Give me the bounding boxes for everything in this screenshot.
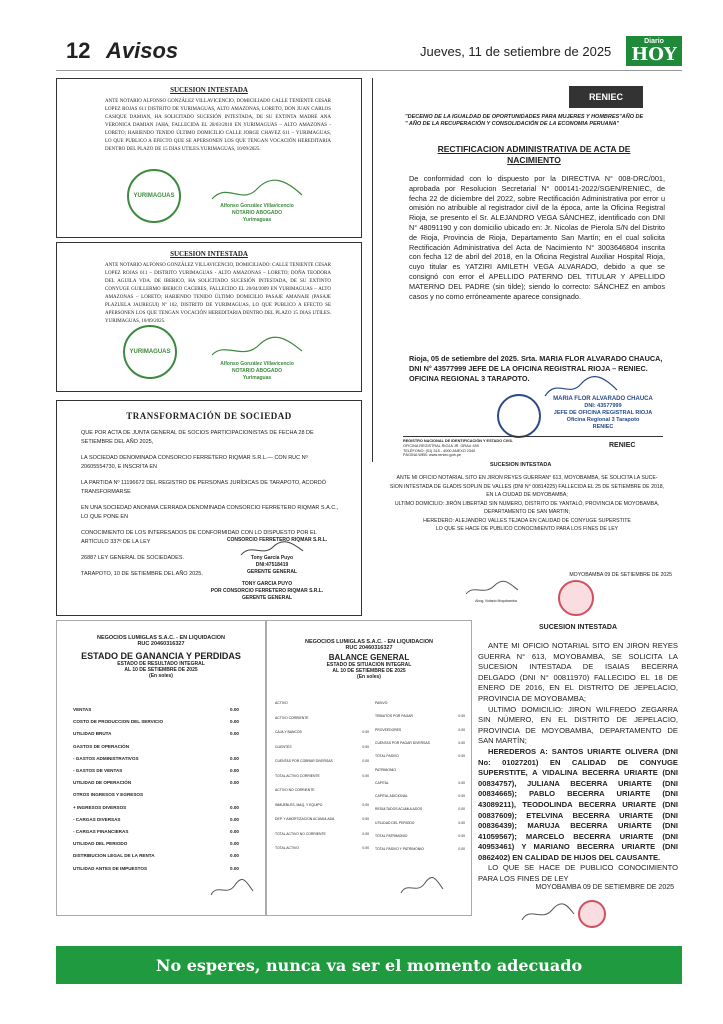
notice-title: TRANSFORMACIÓN DE SOCIEDAD	[126, 411, 292, 421]
row-value: 0.00	[362, 744, 369, 749]
notary-stamp	[127, 169, 181, 223]
notice-reniec	[372, 78, 682, 462]
row-value: 0.00	[230, 719, 239, 725]
statement-row	[275, 701, 369, 705]
row-label: PASIVO	[375, 701, 388, 705]
footer-line: GERENTE GENERAL	[241, 595, 292, 601]
reniec-logo: RENIEC	[569, 86, 643, 108]
row-value: 0.00	[458, 820, 465, 825]
statement-row	[73, 707, 239, 712]
statement-row	[73, 805, 239, 810]
row-label: CAPITAL ADICIONAL	[375, 794, 408, 799]
statement-row	[73, 719, 239, 724]
statement-row	[73, 756, 239, 761]
reniec-footer-brand: RENIEC	[609, 442, 636, 449]
notice-body	[372, 474, 682, 534]
notice-estado-ganancias	[56, 620, 266, 916]
footer-banner	[56, 946, 682, 984]
row-label: RESULTADOS ACUMULADOS	[375, 807, 423, 812]
notice-body: ANTE NOTARIO ALFONSO GONZÁLEZ VILLAVICENCIO, DOMICILIADO: CALLE TENIENTE CESAR LOPEZ ROJAS 611 – DISTRITO YURIMAGUAS - ALTO AMAZONAS – LORETO; DOÑA TEODORA DEL AGUILA VDA. DE IBERICO, HA SOLICITADO SUCESIÓN INTESTADA, DE SU EXTINTO CONYUGE GUILLERMO IBERICO CACERES, FALLECIDO EL 20/04/2009 EN YURIMAGUAS – ALTO AMAZONAS – LORETO; HABIENDO TENIDO ÚLTIMO DOMICILIO PASAJE AMANAJE (PASAJE PLAZUELA JAUREGUI) Nº 102, DISTRITO DE YURIMAGUAS, LO QUE PUBLICO A EFECTO SE APERSONEN LOS QUE TENGAN VOCACIÓN HEREDITARIA DENTRO DEL PLAZO 15 DIAS UTILES. YURIMAGUAS, 10/09/2025.	[105, 263, 331, 324]
row-label: - GASTOS DE VENTAS	[73, 768, 123, 773]
signature-footer	[177, 581, 357, 602]
notice-sucesion-casique	[56, 78, 362, 238]
row-value: 0.00	[458, 847, 465, 852]
newspaper-logo	[626, 36, 682, 66]
signer-dni: DNI: 43577999	[584, 403, 622, 409]
row-label: VENTAS	[73, 707, 92, 712]
row-label: CAPITAL	[375, 780, 389, 785]
statement-row	[73, 866, 239, 871]
signer-place: Yurimaguas	[242, 375, 272, 381]
statement-row	[275, 803, 369, 807]
banner-text: No esperes, nunca va ser el momento adecuado	[155, 955, 583, 975]
row-value: 0.00	[458, 780, 465, 785]
row-label: GASTOS DE OPERACIÓN	[73, 743, 130, 749]
signer-office: Oficina Regional 3 Tarapoto	[566, 417, 640, 423]
row-label: - CARGAS DIVERSAS	[73, 816, 121, 822]
notary-red-seal	[578, 900, 606, 928]
row-value: 0.00	[458, 834, 465, 838]
notice-date: MOYOBAMBA 09 DE SETIEMBRE DE 2025	[535, 884, 674, 891]
statement-row	[375, 768, 465, 772]
body-line: CONOCIMIENTO DE LOS INTERESADOS DE CONFORMIDAD CON LO DISPUESTO POR EL ARTÍCULO 337º DE LA LEY	[81, 530, 317, 545]
reniec-seal	[497, 394, 541, 438]
row-value: 0.00	[458, 754, 465, 759]
statement-row	[73, 829, 239, 834]
notice-sucesion-soplin	[372, 462, 682, 614]
body-line: LA SOCIEDAD DENOMINADA CONSORCIO FERRETERO RIQMAR S.R.L.— CON RUC Nº 20605554730, E INSCRITA EN	[81, 455, 308, 470]
body-paragraph: ULTIMO DOMICILIO: JIRON WILFREDO ZEGARRA SIN NÚMERO, EN EL DISTRITO DE JEPELACIO, PROVINCIA DE MOYOBAMBA, DEPARTAMENTO DE SAN MARTÍN;	[478, 704, 678, 746]
signature-block	[207, 361, 307, 382]
decenio-line: "DECENIO DE LA IGUALDAD DE OPORTUNIDADES PARA MUJERES Y HOMBRES"AÑO DE	[405, 114, 644, 120]
ruc: RUC 20460316327	[345, 645, 393, 651]
company-name: NEGOCIOS LUMIGLAS S.A.C. - EN LIQUIDACION	[304, 639, 434, 645]
notice-body	[474, 641, 682, 885]
signer-name: Tony García Puyo	[250, 555, 294, 561]
statement-subtitle: ESTADO DE SITUACION INTEGRAL	[326, 662, 412, 668]
row-value: 0.00	[362, 773, 369, 778]
notice-title	[409, 144, 659, 166]
notice-sucesion-becerra	[474, 620, 682, 938]
body-line: 26887 LEY GENERAL DE SOCIEDADES.	[81, 555, 185, 561]
row-label: INMUEBLES, MAQ. Y EQUIPO	[275, 802, 323, 807]
row-label: TOTAL ACTIVO	[275, 846, 299, 850]
signature-text: Abog. Notario Moyobamba	[475, 599, 517, 603]
row-value: 0.00	[458, 714, 465, 719]
footer-line: TELÉFONO: (01) 315 - 4000 ANEXO 2340	[403, 448, 476, 453]
row-label: TOTAL PASIVO	[375, 754, 399, 759]
stamp-text: YURIMAGUAS	[129, 349, 171, 355]
row-value: 0.00	[230, 755, 239, 761]
row-value: 0.00	[458, 794, 465, 799]
statement-row	[73, 768, 239, 773]
row-label: TOTAL PATRIMONIO	[375, 834, 408, 838]
signer-role: NOTARIO ABOGADO	[232, 368, 282, 374]
body-paragraph: ANTE MI OFICIO NOTARIAL SITO EN JIRON REYES GUERRA N° 613, MOYOBAMBA, SE SOLICITA LA SUCESION INTESTADA DE ISAIAS BECERRA DELGADO (DNI N° 00811970) FALLECIDO EL 18 DE ENERO DE 2016, EN EL DISTRITO DE JEPELACIO, PROVINCIA DE MOYOBAMBA;	[478, 641, 678, 703]
statement-subtitle: ESTADO DE RESULTADO INTEGRAL	[117, 661, 205, 667]
row-label: PROVEEDORES	[375, 727, 402, 732]
row-label: CLIENTES	[275, 744, 292, 749]
statement-row	[73, 841, 239, 846]
statement-row	[375, 847, 465, 851]
row-label: TOTAL ACTIVO NO CORRIENTE	[275, 831, 326, 836]
row-value: 0.00	[230, 768, 239, 773]
signature-block	[222, 555, 322, 576]
notice-transformacion	[56, 400, 362, 616]
row-label: UTILIDAD DEL PERIODO	[73, 841, 128, 847]
notice-title: SUCESION INTESTADA	[170, 86, 248, 94]
footer-line: PÁGINA WEB: www.reniec.gob.pe	[403, 453, 462, 458]
body-line: DEPARTAMENTO DE SAN MARTIN;	[484, 509, 570, 515]
row-value: 0.00	[230, 865, 239, 871]
row-label: TOTAL ACTIVO CORRIENTE	[275, 773, 320, 778]
signature-scribble	[397, 877, 447, 897]
signature-scribble	[207, 879, 257, 899]
body-line: TARAPOTO, 10 DE SETIEMBRE DEL AÑO 2025.	[81, 571, 203, 577]
row-label: - GASTOS ADMINISTRATIVOS	[73, 755, 139, 761]
signer-role: GERENTE GENERAL	[246, 569, 297, 575]
row-value: 0.00	[230, 841, 239, 847]
header-rule	[56, 70, 682, 71]
statement-row	[73, 817, 239, 822]
row-label: - CARGAS FINANCIERAS	[73, 829, 129, 834]
row-label: OTROS INGRESOS Y EGRESOS	[73, 792, 144, 798]
statement-row	[275, 716, 369, 720]
row-label: DEP. Y AMORTIZACION ACUMULADA	[275, 817, 335, 821]
row-value: 0.00	[230, 780, 239, 786]
signature-block	[207, 203, 307, 224]
statement-row	[275, 788, 369, 792]
row-label: UTILIDAD DE OPERACIÓN	[73, 780, 132, 786]
notice-title: SUCESION INTESTADA	[538, 624, 618, 631]
signature-scribble	[462, 580, 522, 598]
statement-row	[375, 714, 465, 718]
signer-dni: DNI:47518419	[255, 562, 289, 568]
statement-row	[73, 780, 239, 785]
notice-date: MOYOBAMBA 09 DE SETIEMBRE DE 2025	[569, 572, 672, 578]
signature-scribble	[518, 902, 578, 924]
notice-body: De conformidad con lo dispuesto por la DIRECTIVA N° 008-DRC/001, aprobada por Resolucion Secretarial N° 000141-2022/SGEN/RENIEC, de fecha 22 de diciembre del 2022, sobre Rectificación Administrativa por error u omisión no atribuible al registrador civil de la época, ante la Oficina Registral Rioja, se presento el Sr. ALEJANDRO VEGA SÁNCHEZ, identificado con DNI N° 48091190 y con domicilio ubicado en: Jr. Nicolas de Pierola S/N del Distrito de Rioja, Provincia de Rioja, Departamento San Martín; en el cual solicita Rectificación Administrativa del Acta de Nacimiento N° 3003646804 inscrita con fecha 12 de abril del 2018, en la Oficina Registral Auxiliar Hospital Rioja, cuyo titular es YATZIRI AMILETH VEGA ALVARADO, debido a que se consignó con error el APELLIDO PATERNO DEL TITULAR Y APELLIDO MATERNO DEL PADRE (sin tilde); siendo lo correcto: SÁNCHEZ en ambos casos y no como erróneamente aparece consignado.	[409, 174, 665, 301]
row-value: 0.00	[458, 740, 465, 745]
ruc: RUC 20460316327	[137, 641, 185, 647]
body-line: LA PARTIDA Nº 11196672 DEL REGISTRO DE PERSONAS JURÍDICAS DE TARAPOTO, ACORDÓ TRANSFORMARSE	[81, 480, 326, 495]
body-paragraph: LO QUE SE HACE DE PUBLICO CONOCIMIENTO PARA LOS FINES DE LEY	[478, 863, 678, 884]
anio-line: " AÑO DE LA RECUPERACIÓN Y CONSOLIDACIÓN DE LA ECONOMIA PERUANA"	[405, 121, 620, 127]
row-label: UTILIDAD ANTES DE IMPUESTOS	[73, 865, 148, 871]
row-label: DISTRIBUCION LEGAL DE LA RENTA	[73, 853, 155, 859]
row-value: 0.00	[362, 817, 369, 821]
statement-row	[73, 853, 239, 858]
notice-body: ANTE NOTARIO ALFONSO GONZÁLEZ VILLAVICENCIO, DOMICILIADO CALLE TENIENTE CESAR LOPEZ ROJAS 611 DISTRITO DE YURIMAGUAS, ALTO AMAZONAS, LORETO, DON JUAN CARLOS CASIQUE DAMIAN, HA SOLICITADO SUCESIÓN INTESTADA, DE SU EXTINTA MADRE ANA VERONICA DAMIAN JAHA, FALLECIDA EL 28/03/2010 EN YURIMAGUAS – ALTO AMAZONAS - LORETO; HABIENDO TENIDO ÚLTIMO DOMICILIO CALLE JORGE CHAVEZ 611 – YURIMAGUAS, LO QUE PUBLICO A EFECTO QUE SE APERSONEN LOS QUE TENGAN VOCACIÓN HEREDITARIA DENTRO DEL PLAZO DE 15 DIAS UTILES.YURIMAGUAS, 10/09/2025.	[105, 99, 331, 152]
stamp-text: YURIMAGUAS	[133, 193, 175, 199]
body-line: HEREDERO: ALEJANDRO VALLES TEJADA EN CALIDAD DE CONYUGE SUPERSTITE	[423, 517, 631, 524]
statement-date: AL 10 DE SETIEMBRE DE 2025	[332, 668, 406, 674]
row-value: 0.00	[230, 853, 239, 859]
statement-row	[275, 759, 369, 763]
signer-name: Alfonso González Villavicencio	[220, 361, 294, 367]
signer-name: MARIA FLOR ALVARADO CHAUCA	[553, 396, 653, 402]
statement-row	[375, 728, 465, 732]
company-name: NEGOCIOS LUMIGLAS S.A.C. - EN LIQUIDACION	[96, 635, 226, 641]
company-stamp: CONSORCIO FERRETERO RIQMAR S.R.L.	[226, 537, 328, 543]
body-line: LO QUE SE HACE DE PUBLICO CONOCIMIENTO PARA LOS FINES DE LEY	[435, 526, 619, 532]
statement-row	[375, 741, 465, 745]
statement-row	[275, 774, 369, 778]
row-value: 0.00	[362, 846, 369, 850]
body-line: ANTE MI OFICIO NOTARIAL SITO EN JIRON REYES GUERRAN° 613, MOYOBAMBA, SE SOLICITA LA SUCE-	[396, 475, 658, 481]
signer-place: Yurimaguas	[242, 217, 272, 223]
row-value: 0.00	[230, 731, 239, 737]
row-value: 0.00	[230, 707, 239, 712]
body-paragraph: HEREDEROS A: SANTOS URIARTE OLIVERA (DNI No: 01027201) EN CALIDAD DE CONYUGE SUPERSTITE, A VIDALINA BECERRA URIARTE (DNI 00834757), JULIANA BECERRA URIARTE (DNI 00834665); PABLO BECERRA URIARTE (DNI 43089211), TEODOLINDA BECERRA URIARTE (DNI 00837609); ETELVINA BECERRA URIARTE (DNI 00836439); MARUJA BECERRA URIARTE (DNI 41059567); MARCELO BECERRA URIARTE (DNI 40953461) Y MARIANO BECERRA URIARTE (DNI 0862402) EN CALIDAD DE HIJOS DEL CAUSANTE.	[478, 746, 678, 862]
notice-closing: Rioja, 05 de setiembre del 2025. Srta. MARIA FLOR ALVARADO CHAUCA, DNI N° 43577999 JEFE DE LA OFICINA REGISTRAL RIOJA – RENIEC. OFICINA REGIONAL 3 TARAPOTO.	[409, 354, 663, 383]
statement-row	[275, 832, 369, 836]
signer-name: Alfonso González Villavicencio	[220, 203, 294, 209]
body-line: EN LA CIUDAD DE MOYOBAMBA;	[486, 492, 568, 498]
row-value: 0.00	[458, 727, 465, 732]
row-label: UTILIDAD DEL PERIODO	[375, 820, 415, 825]
row-label: UTILIDAD BRUTA	[73, 731, 112, 737]
body-line: SION INTESTADA DE GLADIS SOPLIN DE VALLES (DNI N° 00814225) FALLECIDA EL 25 DE SETIEMBRE DE 2018,	[389, 483, 665, 490]
notice-sucesion-iberico	[56, 242, 362, 392]
issue-date: Jueves, 11 de setiembre de 2025	[420, 44, 612, 59]
row-value: 0.00	[362, 802, 369, 807]
row-value: 0.00	[362, 759, 369, 763]
row-label: ACTIVO CORRIENTE	[275, 715, 309, 720]
footer-line: TONY GARCIA PUYO	[241, 581, 293, 587]
notary-red-seal	[558, 580, 594, 616]
statement-row	[375, 821, 465, 825]
footer-line: POR CONSORCIO FERRETERO RIQMAR S.R.L.	[210, 588, 324, 594]
signer-role: JEFE DE OFICINA REGISTRAL RIOJA	[553, 410, 653, 416]
body-line: EN UNA SOCIEDAD ANONIMA CERRADA DENOMINADA CONSORCIO FERRETERO RIQMAR S.A.C., LO QUE PONE EN	[81, 505, 339, 520]
signer-org: RENIEC	[592, 424, 614, 430]
signature-block	[543, 396, 663, 431]
statement-row	[275, 745, 369, 749]
statement-row	[375, 834, 465, 838]
statement-title: BALANCE GENERAL	[328, 653, 410, 662]
title-line: NACIMIENTO	[507, 155, 561, 165]
notice-title: SUCESION INTESTADA	[170, 250, 248, 258]
statement-row	[375, 807, 465, 811]
row-value: 0.00	[230, 804, 239, 810]
statement-row	[275, 846, 369, 850]
statement-row	[375, 754, 465, 758]
notice-title: SUCESION INTESTADA	[490, 462, 552, 468]
row-label: PATRIMONIO	[375, 767, 396, 772]
logo-big-text: HOY	[631, 44, 677, 65]
statement-row	[375, 794, 465, 798]
statement-date: AL 10 DE SETIEMBRE DE 2025	[124, 667, 198, 673]
statement-title: ESTADO DE GANANCIA Y PERDIDAS	[81, 651, 241, 661]
statement-row	[73, 744, 239, 749]
row-label: TOTAL PASIVO Y PATRIMONIO	[375, 847, 424, 852]
statement-units: (En soles)	[357, 674, 381, 680]
row-label: + INGRESOS DIVERSOS	[73, 804, 127, 810]
row-value: 0.00	[230, 829, 239, 834]
row-value: 0.00	[362, 831, 369, 836]
row-value: 0.00	[458, 807, 465, 812]
row-label: CUENTAS POR COBRAR DIVERSAS	[275, 759, 333, 763]
row-label: ACTIVO	[275, 701, 288, 705]
body-line: QUE POR ACTA DE JUNTA GENERAL DE SOCIOS PARTICIPACIONISTAS DE FECHA 28 DE SETIEMBRE DEL AÑO 2025,	[81, 430, 314, 445]
section-title: Avisos	[106, 38, 179, 63]
statement-row	[73, 731, 239, 736]
statement-row	[375, 781, 465, 785]
statement-row	[275, 817, 369, 821]
signer-role: NOTARIO ABOGADO	[232, 210, 282, 216]
notary-stamp	[123, 325, 177, 379]
row-label: ACTIVO NO CORRIENTE	[275, 788, 315, 792]
statement-row	[275, 730, 369, 734]
statement-units: (En soles)	[149, 673, 173, 679]
row-label: CAJA Y BANCOS	[275, 730, 302, 734]
row-value: 0.00	[362, 730, 369, 734]
title-line: RECTIFICACION ADMINISTRATIVA DE ACTA DE	[437, 144, 631, 154]
statement-row	[73, 792, 239, 797]
statement-row	[375, 701, 465, 705]
row-label: CUENTAS POR PAGAR DIVERSAS	[375, 740, 430, 745]
row-label: COSTO DE PRODUCCION DEL SERVICIO	[73, 719, 164, 725]
footer-line: REGISTRO NACIONAL DE IDENTIFICACIÓN Y ESTADO CIVIL	[403, 439, 513, 443]
row-value: 0.00	[230, 816, 239, 822]
footer-line: OFICINA REGISTRAL RIOJA JR. GRAU 459	[403, 443, 479, 448]
logo-small-text: Diario	[644, 38, 664, 45]
page-number: 12	[66, 38, 91, 63]
body-line: ULTIMO DOMICILIO: JIRÓN LIBERTAD SIN NUMERO, DISTRITO DE YANTALÓ, PROVINCIA DE MOYOBAMBA,	[394, 500, 660, 507]
row-label: TRIBUTOS POR PAGAR	[375, 714, 413, 719]
notice-balance-general	[266, 620, 472, 916]
